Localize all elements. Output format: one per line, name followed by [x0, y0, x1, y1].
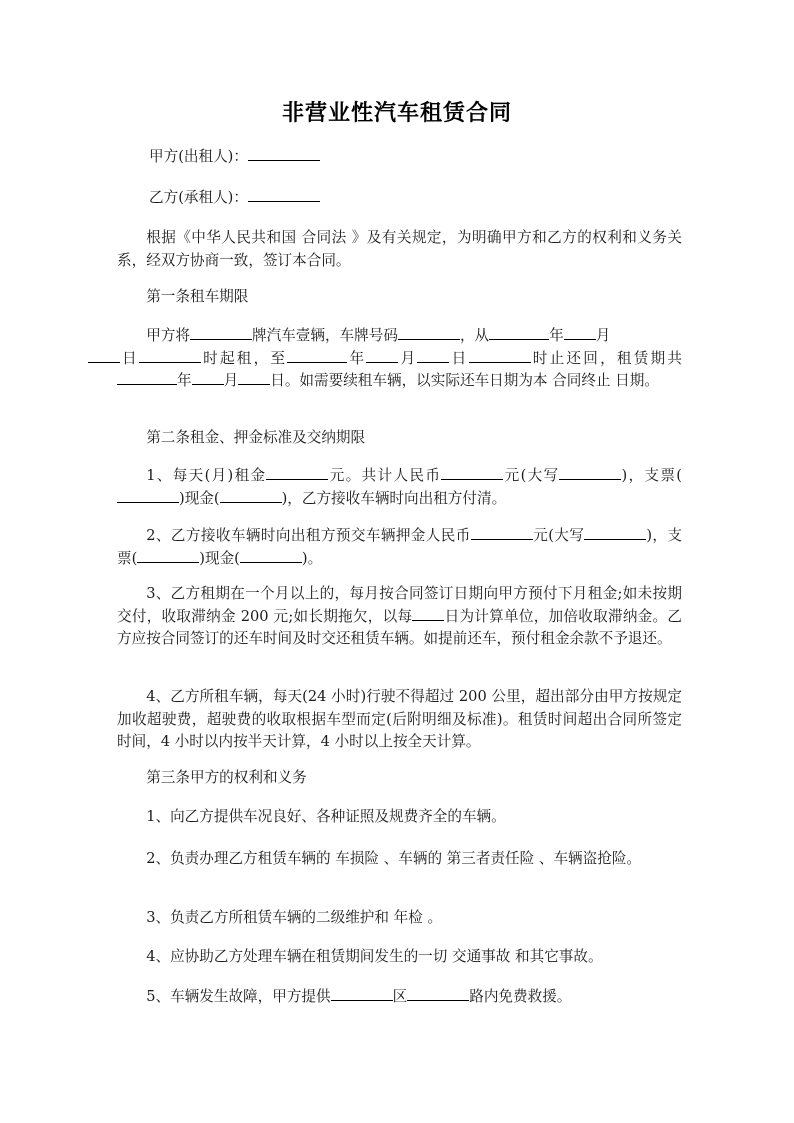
preamble: 根据《中华人民共和国 合同法 》及有关规定，为明确甲方和乙方的权利和义务关系，经双方协商一致，签订本合同。 [117, 229, 682, 269]
text: 甲方将 [146, 327, 190, 344]
article3-item2: 2、负责办理乙方租赁车辆的 车损险 、车辆的 第三者责任险 、车辆盗抢险。 [146, 850, 642, 867]
article1-heading: 第一条租车期限 [146, 288, 249, 305]
blank-deposit[interactable] [471, 525, 533, 540]
text: )现金( [179, 489, 220, 507]
text: 1、每天(月)租金 [146, 467, 267, 484]
text: 日 [449, 349, 469, 367]
article2-item4: 4、乙方所租车辆，每天(24 小时)行驶不得超过 200 公里，超出部分由甲方按规定加收超驶费，超驶费的收取根据车型而定(后附明细及标准)。租赁时间超出合同所签定时间，4 小时以内按半天计算，4 小时以上按全天计算。 [117, 688, 682, 750]
party-b-label: 乙方(承租人)： [149, 189, 248, 206]
document-title: 非营业性汽车租赁合同 [281, 100, 512, 126]
blank-road[interactable] [407, 986, 469, 1001]
blank-deposit-cheque[interactable] [137, 548, 199, 563]
article3-item5 [117, 986, 682, 1009]
blank-term-days[interactable] [238, 370, 270, 385]
text: 日。如需要续租车辆，以实际还车日期为本 合同终止 日期。 [270, 372, 659, 389]
party-a-blank[interactable] [248, 146, 320, 161]
article3-item1: 1、向乙方提供车况良好、各种证照及规费齐全的车辆。 [146, 808, 506, 825]
text: 月 [595, 327, 611, 344]
blank-cash[interactable] [220, 488, 282, 503]
party-a-line [149, 146, 714, 169]
text: )，乙方接收车辆时向出租方付清。 [281, 489, 507, 507]
text: 5、车辆发生故障，甲方提供 [146, 988, 331, 1005]
text: 路内免费救援。 [469, 988, 572, 1005]
blank-deposit-words[interactable] [584, 525, 646, 540]
blank-deposit-cash[interactable] [240, 548, 302, 563]
text: 月 [223, 372, 239, 389]
blank-brand[interactable] [190, 325, 252, 340]
party-a-label: 甲方(出租人)： [149, 148, 248, 165]
text: 2、乙方接收车辆时向出租方预交车辆押金人民币 [146, 527, 471, 544]
text: 元。共计人民币 [328, 467, 442, 484]
text: 牌汽车壹辆，车牌号码 [251, 327, 398, 344]
blank-term-years[interactable] [117, 370, 177, 385]
blank-term-months[interactable] [192, 370, 224, 385]
text: 年 [177, 372, 192, 389]
text: 年 [549, 327, 564, 344]
blank-start-day[interactable] [88, 348, 120, 363]
blank-total[interactable] [441, 465, 503, 480]
text: 区 [392, 988, 408, 1005]
blank-start-month[interactable] [564, 325, 596, 340]
blank-total-words[interactable] [559, 465, 621, 480]
blank-end-month[interactable] [366, 348, 398, 363]
article2-item3 [117, 583, 682, 651]
blank-end-year[interactable] [287, 348, 347, 363]
article1-body [117, 325, 682, 393]
blank-start-year[interactable] [489, 325, 549, 340]
blank-cheque[interactable] [117, 488, 179, 503]
text: 日为计算单位，加倍收取滞纳金。乙方应按合同签订的还车时间及时交还租赁车辆。如提前还车，预付租金余款不予退还。 [117, 607, 682, 647]
blank-overdue-days[interactable] [412, 606, 444, 621]
blank-end-day[interactable] [417, 348, 449, 363]
text: )，支票( [621, 467, 682, 484]
blank-end-hour[interactable] [469, 348, 531, 363]
article2-heading: 第二条租金、押金标准及交纳期限 [146, 429, 366, 446]
article2-item2 [117, 525, 682, 570]
text: 时止还回，租赁期共 [530, 349, 682, 367]
blank-district[interactable] [331, 986, 393, 1001]
article2-item1 [117, 465, 682, 510]
text: 3、乙方租期在一个月以上的，每月按合同签订日期向甲方预付下月租金;如未按期交付，收取滞纳金 200 元;如长期拖欠，以每 [117, 585, 682, 625]
text: 日 [119, 349, 139, 367]
text: 元(大写 [532, 527, 585, 544]
text: ，从 [459, 327, 490, 344]
article3-heading: 第三条甲方的权利和义务 [146, 769, 307, 786]
blank-rent[interactable] [266, 465, 328, 480]
article3-item3: 3、负责乙方所租赁车辆的二级维护和 年检 。 [146, 909, 443, 926]
text: )，支票( [117, 527, 682, 567]
party-b-line [149, 187, 714, 210]
blank-start-hour[interactable] [139, 348, 201, 363]
article3-item4: 4、应协助乙方处理车辆在租赁期间发生的一切 交通事故 和其它事故。 [146, 948, 603, 965]
party-b-blank[interactable] [248, 187, 320, 202]
blank-plate[interactable] [398, 325, 460, 340]
text: 月 [398, 349, 418, 367]
text: 时起租，至 [200, 349, 288, 367]
text: )现金( [199, 549, 240, 567]
text: 年 [347, 349, 367, 367]
text: )。 [301, 549, 323, 567]
text: 元(大写 [503, 467, 560, 484]
